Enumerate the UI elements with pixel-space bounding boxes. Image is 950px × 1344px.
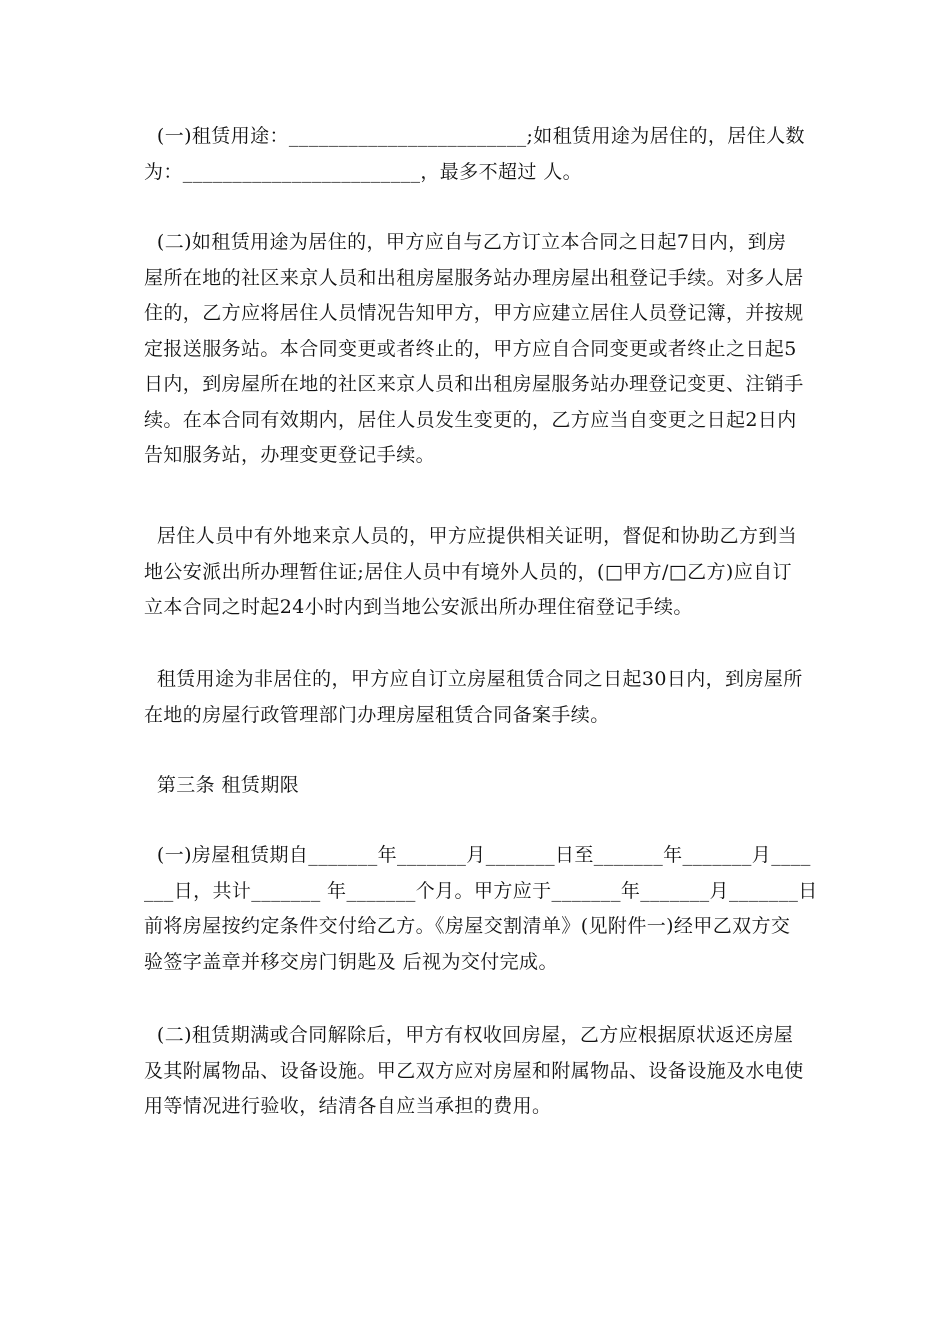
text-line: (二)租赁期满或合同解除后，甲方有权收回房屋，乙方应根据原状返还房屋 xyxy=(144,1024,794,1046)
text-line: 用等情况进行验收，结清各自应当承担的费用。 xyxy=(144,1095,552,1117)
text-line: 立本合同之时起24小时内到当地公安派出所办理住宿登记手续。 xyxy=(144,596,693,618)
text-line: 日内，到房屋所在地的社区来京人员和出租房屋服务站办理登记变更、注销手 xyxy=(144,373,804,395)
text-line: 告知服务站，办理变更登记手续。 xyxy=(144,444,436,466)
text-line: 地公安派出所办理暂住证;居住人员中有境外人员的，(□甲方/□乙方)应自订 xyxy=(144,560,792,583)
text-line: 为：________________________，最多不超过 人。 xyxy=(144,160,583,183)
text-line: 租赁用途为非居住的，甲方应自订立房屋租赁合同之日起30日内，到房屋所 xyxy=(144,668,803,690)
text-line: 定报送服务站。本合同变更或者终止的，甲方应自合同变更或者终止之日起5 xyxy=(144,337,797,360)
text-line: 验签字盖章并移交房门钥匙及 后视为交付完成。 xyxy=(144,950,558,973)
text-line: 居住人员中有外地来京人员的，甲方应提供相关证明，督促和协助乙方到当 xyxy=(144,525,798,547)
paragraph-outside-residents xyxy=(144,519,816,626)
text-line: 续。在本合同有效期内，居住人员发生变更的，乙方应当自变更之日起2日内 xyxy=(144,408,797,431)
paragraph-rental-usage xyxy=(144,119,816,190)
paragraph-lease-term xyxy=(144,838,816,980)
text-line: ___日，共计_______ 年_______个月。甲方应于_______年_______月_______日 xyxy=(144,879,818,902)
text-line: 及其附属物品、设备设施。甲乙双方应对房屋和附属物品、设备设施及水电使 xyxy=(144,1059,804,1082)
text-line: (二)如租赁用途为居住的，甲方应自与乙方订立本合同之日起7日内，到房 xyxy=(144,231,787,253)
article-3-heading xyxy=(144,768,816,804)
text-line: 在地的房屋行政管理部门办理房屋租赁合同备案手续。 xyxy=(144,703,610,726)
paragraph-registration xyxy=(144,225,816,474)
text-line: 前将房屋按约定条件交付给乙方。《房屋交割清单》(见附件一)经甲乙双方交 xyxy=(144,915,791,937)
text-line: (一)房屋租赁期自_______年_______月_______日至_______年_______月____ xyxy=(144,844,811,866)
section-heading: 第三条 租赁期限 xyxy=(144,774,300,796)
paragraph-lease-end xyxy=(144,1018,816,1125)
text-line: (一)租赁用途：________________________;如租赁用途为居住的，居住人数 xyxy=(144,125,805,147)
paragraph-non-residential xyxy=(144,662,816,733)
text-line: 屋所在地的社区来京人员和出租房屋服务站办理房屋出租登记手续。对多人居 xyxy=(144,266,804,289)
text-line: 住的，乙方应将居住人员情况告知甲方，甲方应建立居住人员登记簿，并按规 xyxy=(144,302,804,324)
